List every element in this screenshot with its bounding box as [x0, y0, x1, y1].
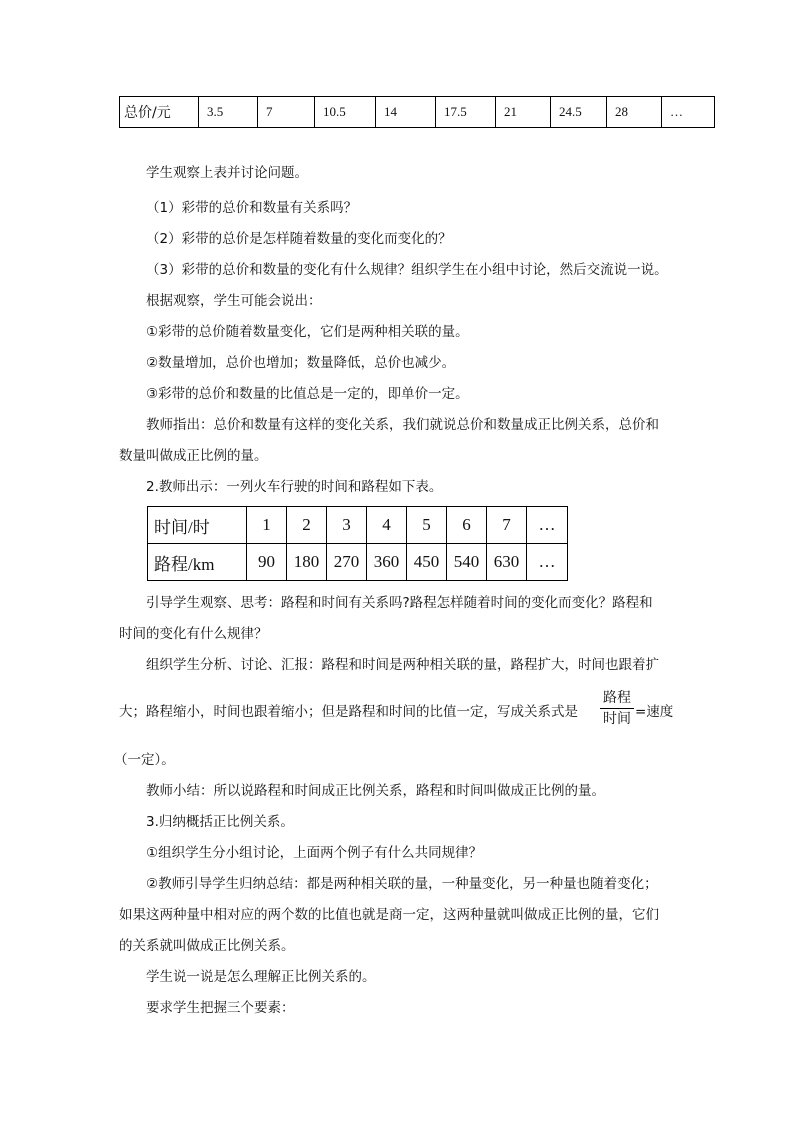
table-cell: 7 — [487, 507, 527, 544]
table-cell: 270 — [327, 544, 367, 581]
table-cell: 7 — [258, 97, 315, 128]
paragraph: 学生观察上表并讨论问题。 — [146, 165, 308, 181]
answer-1: ①彩带的总价随着数量变化，它们是两种相关联的量。 — [146, 324, 469, 340]
table-header-cell: 总价/元 — [120, 97, 199, 128]
formula-result: =速度 — [635, 704, 674, 720]
fraction-numerator: 路程 — [600, 690, 634, 709]
table-cell: 3.5 — [199, 97, 258, 128]
table-cell: 21 — [496, 97, 551, 128]
table-row — [148, 507, 568, 544]
table-cell: 28 — [607, 97, 662, 128]
table-cell: 3 — [327, 507, 367, 544]
table-cell: 6 — [447, 507, 487, 544]
fraction-distance-over-time — [600, 690, 634, 727]
answer-3: ③彩带的总价和数量的比值总是一定的，即单价一定。 — [146, 386, 469, 402]
section-heading: 3.归纳概括正比例关系。 — [146, 814, 294, 830]
paragraph: 大；路程缩小，时间也跟着缩小；但是路程和时间的比值一定，写成关系式是 — [119, 704, 578, 720]
table-cell: … — [527, 544, 568, 581]
paragraph: 学生说一说是怎么理解正比例关系的。 — [146, 969, 376, 985]
paragraph: 数量叫做成正比例的量。 — [119, 448, 268, 464]
paragraph: 教师小结：所以说路程和时间成正比例关系，路程和时间叫做成正比例的量。 — [146, 783, 605, 799]
paragraph: （一定）。 — [114, 752, 175, 768]
table-cell: 450 — [407, 544, 447, 581]
paragraph: 组织学生分析、讨论、汇报：路程和时间是两种相关联的量，路程扩大，时间也跟着扩 — [146, 657, 659, 673]
paragraph: ①组织学生分小组讨论，上面两个例子有什么共同规律？ — [146, 845, 483, 861]
table-cell: … — [662, 97, 715, 128]
table-cell: 10.5 — [315, 97, 376, 128]
paragraph: 时间的变化有什么规律？ — [119, 626, 268, 642]
table-row — [148, 544, 568, 581]
paragraph: 2.教师出示：一列火车行驶的时间和路程如下表。 — [146, 479, 443, 495]
table-cell: … — [527, 507, 568, 544]
table-cell: 4 — [367, 507, 407, 544]
question-1: （1）彩带的总价和数量有关系吗？ — [146, 200, 358, 216]
paragraph: 根据观察，学生可能会说出： — [146, 293, 322, 309]
paragraph: 引导学生观察、思考：路程和时间有关系吗?路程怎样随着时间的变化而变化？路程和 — [146, 595, 653, 611]
table-header-cell: 路程/km — [148, 544, 247, 581]
paragraph: ②教师引导学生归纳总结：都是两种相关联的量，一种量变化，另一种量也随着变化； — [146, 876, 658, 892]
fraction-denominator: 时间 — [603, 711, 631, 727]
table-cell: 17.5 — [436, 97, 496, 128]
paragraph: 如果这两种量中相对应的两个数的比值也就是商一定，这两种量就叫做成正比例的量，它们 — [119, 907, 659, 923]
table-cell: 540 — [447, 544, 487, 581]
table-cell: 14 — [376, 97, 436, 128]
question-3: （3）彩带的总价和数量的变化有什么规律？组织学生在小组中讨论，然后交流说一说。 — [146, 262, 668, 278]
train-table — [147, 506, 568, 581]
table-cell: 1 — [247, 507, 287, 544]
answer-2: ②数量增加，总价也增加；数量降低，总价也减少。 — [146, 355, 456, 371]
paragraph: 要求学生把握三个要素： — [146, 1000, 295, 1016]
table-header-cell: 时间/时 — [148, 507, 247, 544]
paragraph: 教师指出：总价和数量有这样的变化关系，我们就说总价和数量成正比例关系，总价和 — [146, 417, 659, 433]
table-cell: 630 — [487, 544, 527, 581]
table-cell: 180 — [287, 544, 327, 581]
table-cell: 2 — [287, 507, 327, 544]
price-table — [119, 96, 715, 128]
table-cell: 360 — [367, 544, 407, 581]
table-cell: 24.5 — [551, 97, 607, 128]
table-cell: 90 — [247, 544, 287, 581]
question-2: （2）彩带的总价是怎样随着数量的变化而变化的？ — [146, 231, 452, 247]
table-row — [120, 97, 715, 128]
paragraph: 的关系就叫做成正比例关系。 — [119, 938, 295, 954]
table-cell: 5 — [407, 507, 447, 544]
